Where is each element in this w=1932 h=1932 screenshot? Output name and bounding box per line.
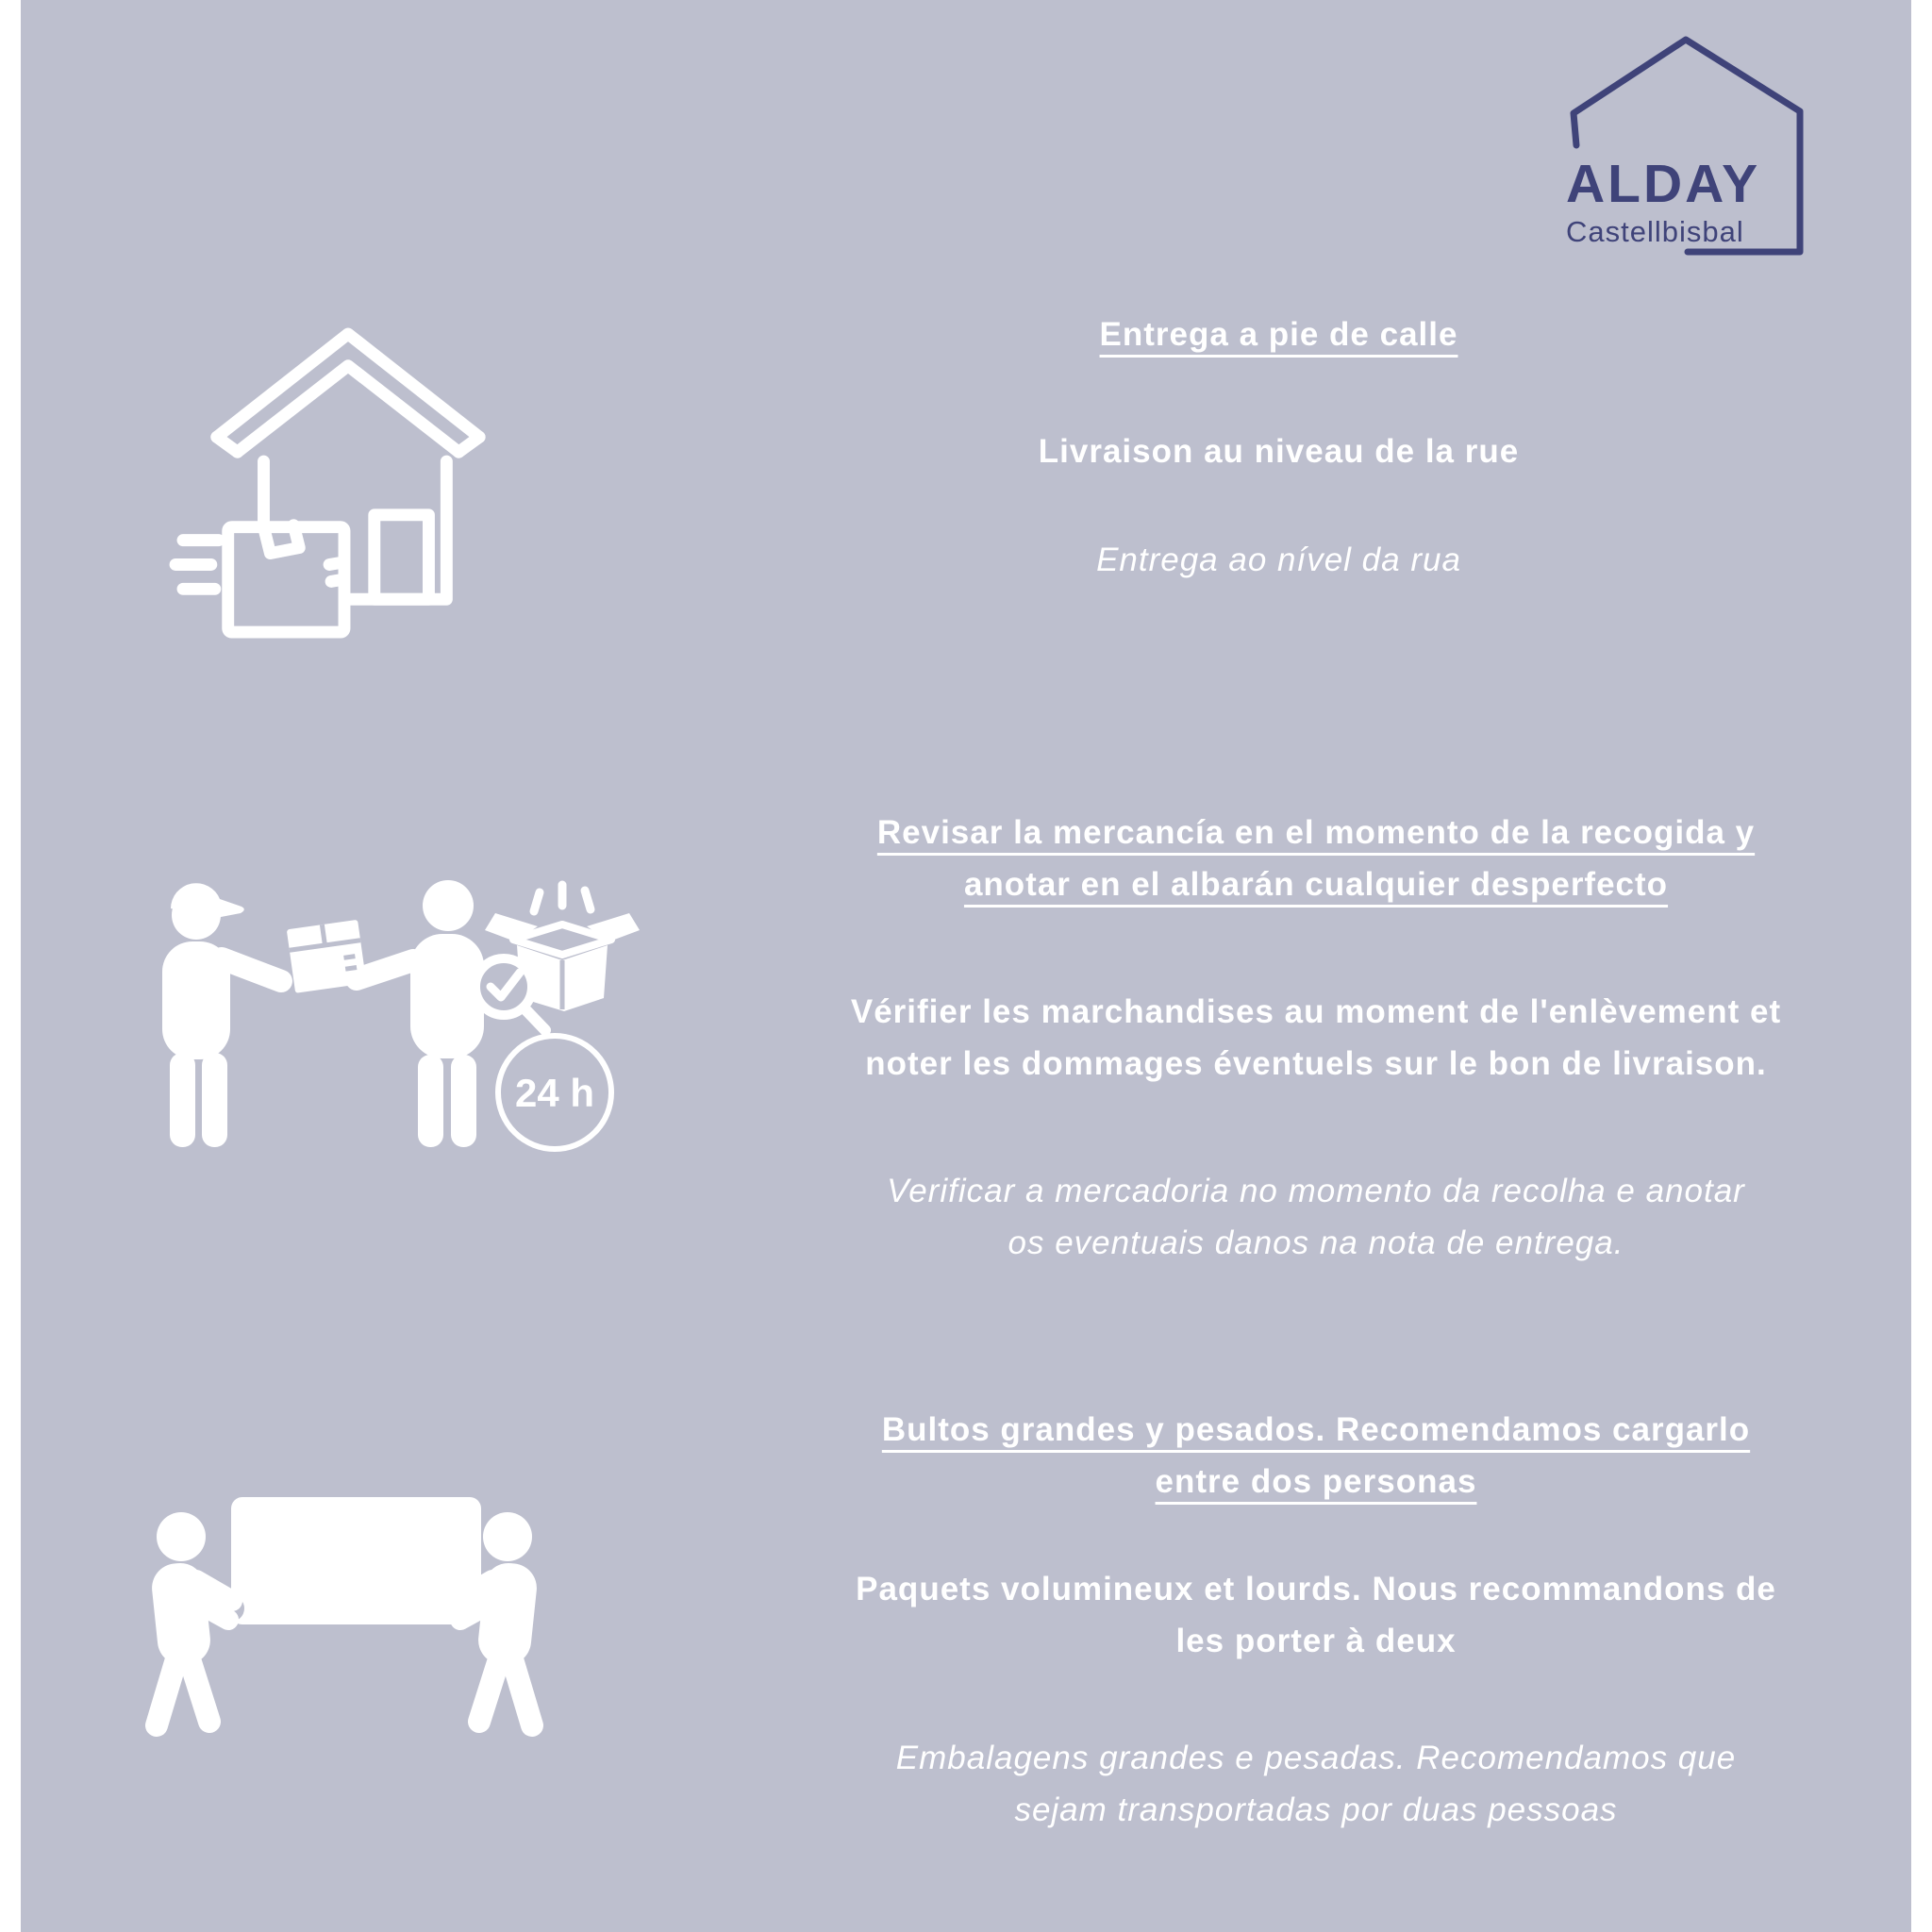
section2-title-es-line1: Revisar la mercancía en el momento de la recogida y <box>876 814 1756 851</box>
section2-text-fr-line1: Vérifier les marchandises au moment de l'enlèvement et <box>850 993 1782 1030</box>
section2-text-pt-line2: os eventuais danos na nota de entrega. <box>1008 1224 1624 1261</box>
section2-text-pt-line1: Verificar a mercadoria no momento da recolha e anotar <box>887 1173 1745 1209</box>
house-delivery-icon <box>168 323 519 641</box>
section1-title-es: Entrega a pie de calle <box>1099 316 1458 353</box>
section3-text-pt-line2: sejam transportadas por duas pessoas <box>1014 1791 1618 1828</box>
parcel <box>287 920 367 993</box>
section1-text-fr: Livraison au niveau de la rue <box>1038 433 1520 470</box>
section-check-goods <box>745 807 1887 1269</box>
section3-title-es-line1: Bultos grandes y pesados. Recomendamos cargarlo <box>881 1411 1751 1448</box>
section2-title-es-line2: anotar en el albarán cualquier desperfecto <box>963 866 1669 903</box>
24h-badge <box>498 1036 611 1149</box>
24h-badge-label: 24 h <box>514 1071 595 1115</box>
package-handover-check-icon <box>123 866 651 1160</box>
logo-subtitle: Castellbisbal <box>1566 215 1744 248</box>
section1-text-pt: Entrega ao nível da rua <box>1096 541 1461 578</box>
section3-text-fr-line1: Paquets volumineux et lourds. Nous recommandons de <box>856 1571 1776 1607</box>
alday-logo <box>1566 26 1828 270</box>
section3-text-pt-line1: Embalagens grandes e pesadas. Recomendamos que <box>895 1740 1737 1776</box>
section-street-delivery <box>734 314 1824 581</box>
two-person-carry-icon <box>142 1488 547 1742</box>
courier-figure <box>162 883 244 1147</box>
section3-title-es-line2: entre dos personas <box>1155 1463 1477 1500</box>
section-heavy-packages <box>745 1404 1887 1836</box>
left-carrier-figure <box>150 1512 233 1725</box>
logo-name: ALDAY <box>1566 154 1761 214</box>
receiver-figure <box>410 880 484 1147</box>
section3-text-fr-line2: les porter à deux <box>1175 1623 1457 1659</box>
large-package <box>231 1497 481 1624</box>
section2-text-fr-line2: noter les dommages éventuels sur le bon de livraison. <box>865 1045 1767 1082</box>
